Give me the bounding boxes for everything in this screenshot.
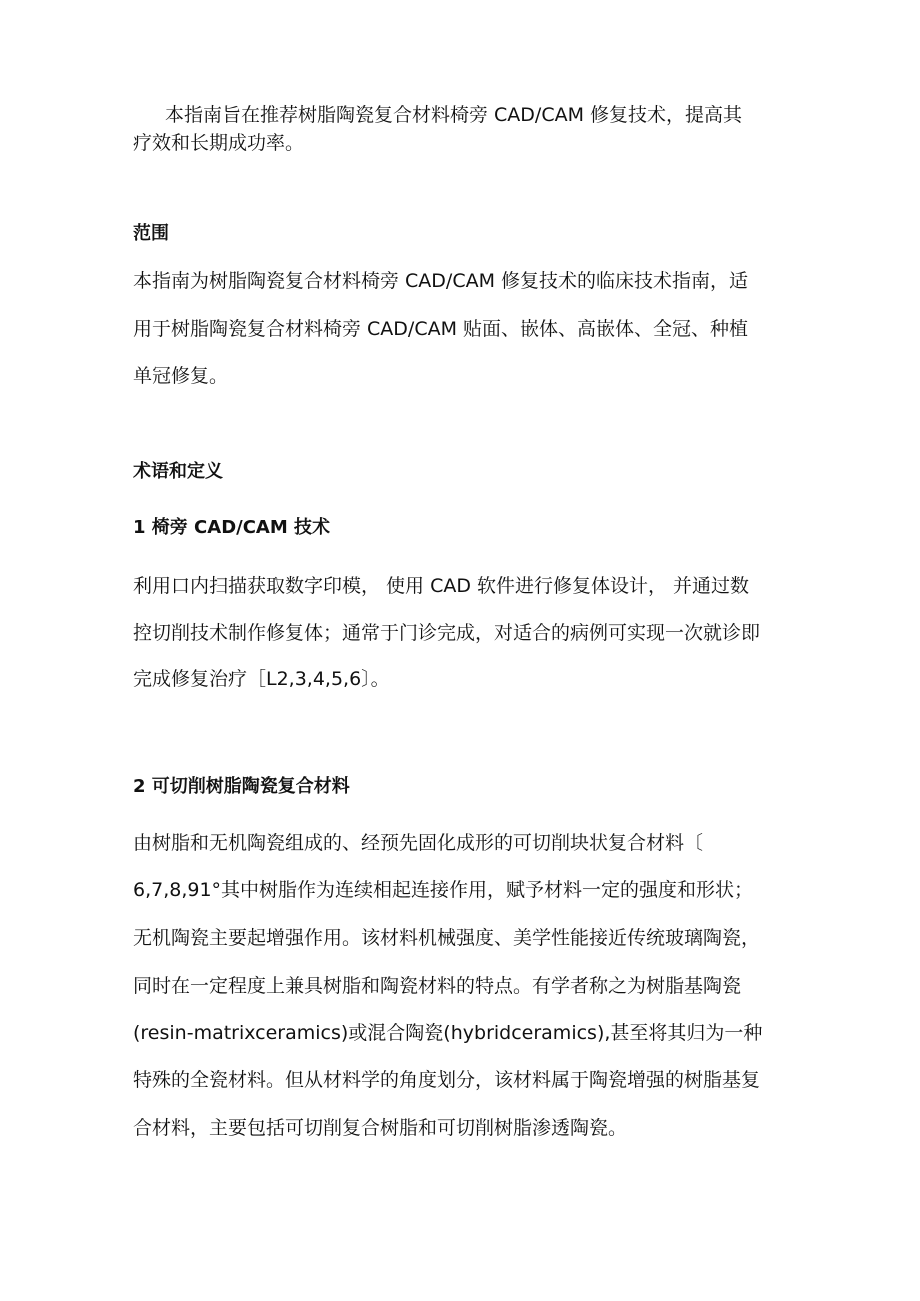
scope-line-1: 本指南为树脂陶瓷复合材料椅旁 CAD/CAM 修复技术的临床技术指南，适 xyxy=(133,270,749,292)
term-2-line-6: 特殊的全瓷材料。但从材料学的角度划分，该材料属于陶瓷增强的树脂基复 xyxy=(133,1069,761,1091)
scope-line-2: 用于树脂陶瓷复合材料椅旁 CAD/CAM 贴面、嵌体、高嵌体、全冠、种植 xyxy=(133,318,749,340)
term-2-line-4: 同时在一定程度上兼具树脂和陶瓷材料的特点。有学者称之为树脂基陶瓷 xyxy=(133,975,742,997)
intro-line-2: 疗效和长期成功率。 xyxy=(133,132,305,154)
term-2-line-1: 由树脂和无机陶瓷组成的、经预先固化成形的可切削块状复合材料〔 xyxy=(133,832,704,854)
term-1-line-2: 控切削技术制作修复体；通常于门诊完成，对适合的病例可实现一次就诊即 xyxy=(133,622,761,644)
scope-line-3: 单冠修复。 xyxy=(133,365,229,387)
term-1-heading: 1 椅旁 CAD/CAM 技术 xyxy=(133,517,331,538)
term-2-heading: 2 可切削树脂陶瓷复合材料 xyxy=(133,776,350,797)
term-2-line-2: 6,7,8,91°其中树脂作为连续相起连接作用，赋予材料一定的强度和形状； xyxy=(133,879,754,901)
intro-line-1: 本指南旨在推荐树脂陶瓷复合材料椅旁 CAD/CAM 修复技术，提高其 xyxy=(165,104,743,126)
term-1-line-3: 完成修复治疗［L2,3,4,5,6〕。 xyxy=(133,668,390,690)
term-1-line-1: 利用口内扫描获取数字印模， 使用 CAD 软件进行修复体设计， 并通过数 xyxy=(133,575,750,597)
terms-heading: 术语和定义 xyxy=(133,461,223,482)
term-2-line-3: 无机陶瓷主要起增强作用。该材料机械强度、美学性能接近传统玻璃陶瓷， xyxy=(133,927,761,949)
term-2-line-7: 合材料，主要包括可切削复合树脂和可切削树脂渗透陶瓷。 xyxy=(133,1117,628,1139)
scope-heading: 范围 xyxy=(133,223,169,244)
term-2-line-5: (resin-matrixceramics)或混合陶瓷(hybridceramics),甚至将其归为一种 xyxy=(133,1022,763,1044)
